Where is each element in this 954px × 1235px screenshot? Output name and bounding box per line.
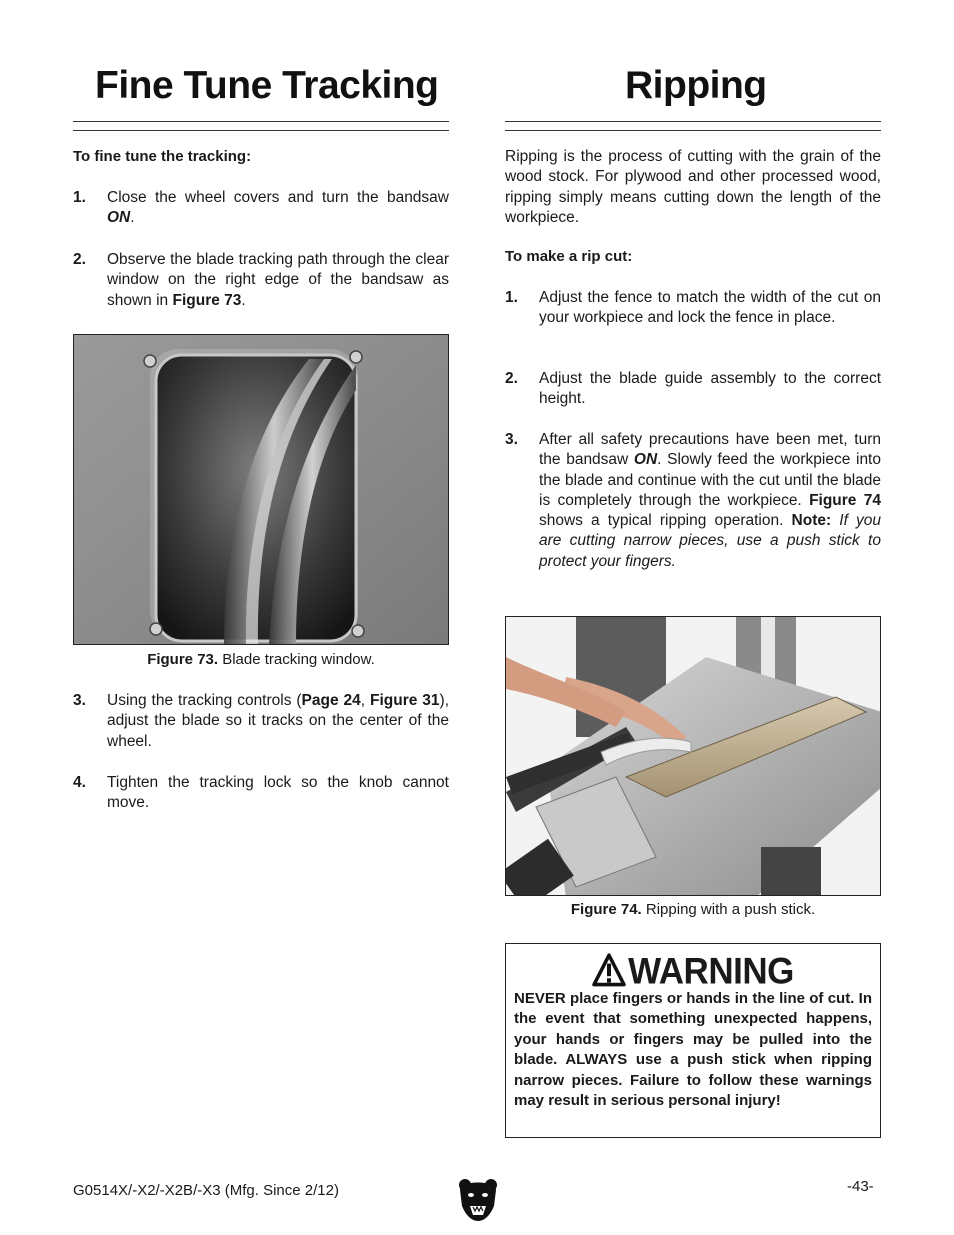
step-2: 2. Observe the blade tracking path through the clear window on the right edge of the bandsaw as shown in Figure 73.	[73, 251, 449, 309]
rip-step-1: 1. Adjust the fence to match the width of the cut on your workpiece and lock the fence in place.	[505, 289, 881, 327]
title-rule-thin	[73, 130, 449, 131]
figure-73-caption: Figure 73. Blade tracking window.	[147, 651, 375, 668]
step-3: 3. Using the tracking controls (Page 24, Figure 31), adjust the blade so it tracks on the center of the wheel.	[73, 692, 449, 750]
warning-box	[505, 943, 881, 1138]
bear-logo-icon	[456, 1176, 500, 1222]
page-number: -43-	[847, 1178, 874, 1195]
blade-window-photo	[74, 335, 449, 645]
step-1: 1. Close the wheel covers and turn the bandsaw ON.	[73, 189, 449, 227]
step-4: 4. Tighten the tracking lock so the knob cannot move.	[73, 774, 449, 812]
ripping-photo	[506, 617, 881, 896]
figure-74-image	[505, 616, 881, 896]
title-rule-thin	[505, 130, 881, 131]
section-title-ripping: Ripping	[625, 64, 767, 107]
figure-73-image	[73, 334, 449, 645]
section-title-fine-tune-tracking: Fine Tune Tracking	[95, 64, 439, 107]
title-rule	[73, 121, 449, 122]
subheading-fine-tune: To fine tune the tracking:	[73, 148, 252, 165]
warning-text: NEVER place fingers or hands in the line of cut. In the event that something unexpected happens, your hands or fingers may be pulled into the blade. ALWAYS use a push stick when ripping narrow pieces. Failure to follow these warnings may result in serious personal injury!	[514, 990, 872, 1110]
rip-step-2: 2. Adjust the blade guide assembly to the correct height.	[505, 370, 881, 408]
warning-triangle-icon	[592, 953, 626, 987]
rip-step-3: 3. After all safety precautions have been met, turn the bandsaw ON. Slowly feed the workpiece into the blade and continue with the cut until the blade is completely through the workpiece. Figure 74 shows a typical ripping operation. Note: If you are cutting narrow pieces, use a push stick to protect your fingers.	[505, 431, 881, 570]
title-rule	[505, 121, 881, 122]
footer-model: G0514X/-X2/-X2B/-X3 (Mfg. Since 2/12)	[73, 1182, 339, 1199]
figure-74-caption: Figure 74. Ripping with a push stick.	[570, 901, 816, 918]
warning-heading: WARNING	[506, 951, 880, 993]
subheading-rip-cut: To make a rip cut:	[505, 248, 633, 265]
ripping-intro: Ripping is the process of cutting with the grain of the wood stock. For plywood and other processed wood, ripping simply means cutting down the length of the workpiece.	[505, 148, 881, 226]
